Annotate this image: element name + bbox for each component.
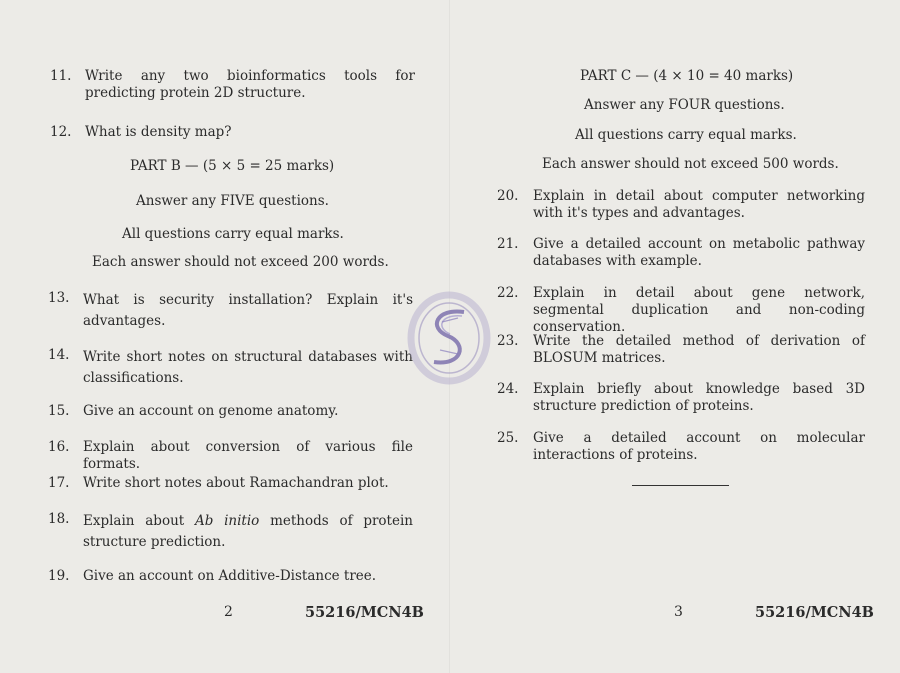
question-text: Write short notes about Ramachandran plot. (83, 475, 389, 491)
part-c-instruction-2: All questions carry equal marks. (575, 127, 797, 143)
question-text-italic: Ab initio (194, 513, 260, 529)
part-b-heading: PART B — (5 × 5 = 25 marks) (130, 158, 335, 174)
question-text: Give a detailed account on molecular interactions of proteins. (533, 430, 865, 463)
question-number: 18. (48, 511, 70, 527)
part-c-heading: PART C — (4 × 10 = 40 marks) (580, 68, 794, 84)
question-number: 15. (48, 403, 70, 419)
page-number: 2 (224, 604, 233, 620)
question-number: 17. (48, 475, 70, 491)
question-number: 23. (497, 333, 519, 349)
end-rule (632, 485, 729, 486)
part-b-instruction-1: Answer any FIVE questions. (136, 193, 329, 209)
question-text: Give a detailed account on metabolic pathway databases with example. (533, 236, 865, 269)
question-number: 20. (497, 188, 519, 204)
question-number: 22. (497, 285, 519, 301)
question-number: 14. (48, 347, 70, 363)
question-number: 19. (48, 568, 70, 584)
question-number: 13. (48, 290, 70, 306)
question-text: Explain about conversion of various file formats. (83, 439, 413, 472)
question-number: 16. (48, 439, 70, 455)
part-b-instruction-3: Each answer should not exceed 200 words. (92, 254, 389, 270)
question-text: Write the detailed method of derivation of BLOSUM matrices. (533, 333, 865, 366)
question-text-part: methods of protein structure prediction. (83, 513, 413, 550)
question-number: 11. (50, 68, 72, 84)
paper-code: 55216/MCN4B (305, 604, 424, 621)
paper-code: 55216/MCN4B (755, 604, 874, 621)
page-number: 3 (674, 604, 683, 620)
question-text-part: Explain about (83, 513, 195, 529)
part-b-instruction-2: All questions carry equal marks. (122, 226, 344, 242)
question-number: 24. (497, 381, 519, 397)
part-c-instruction-1: Answer any FOUR questions. (584, 97, 785, 113)
question-number: 25. (497, 430, 519, 446)
right-page (450, 0, 900, 673)
question-text: Give an account on Additive-Distance tree. (83, 568, 377, 584)
question-text (83, 511, 413, 553)
question-text: Explain in detail about computer networking with it's types and advantages. (533, 188, 865, 221)
question-text: Explain briefly about knowledge based 3D structure prediction of proteins. (533, 381, 865, 414)
question-text: What is security installation? Explain it's advantages. (83, 292, 413, 329)
question-number: 21. (497, 236, 519, 252)
question-text: What is density map? (85, 124, 232, 140)
question-text: Give an account on genome anatomy. (83, 403, 339, 419)
question-number: 12. (50, 124, 72, 140)
question-text: Explain in detail about gene network, segmental duplication and non-coding conservation. (533, 285, 865, 335)
part-c-instruction-3: Each answer should not exceed 500 words. (542, 156, 839, 172)
question-text: Write short notes on structural databases with classifications. (83, 349, 413, 386)
question-text: Write any two bioinformatics tools for predicting protein 2D structure. (85, 68, 415, 101)
